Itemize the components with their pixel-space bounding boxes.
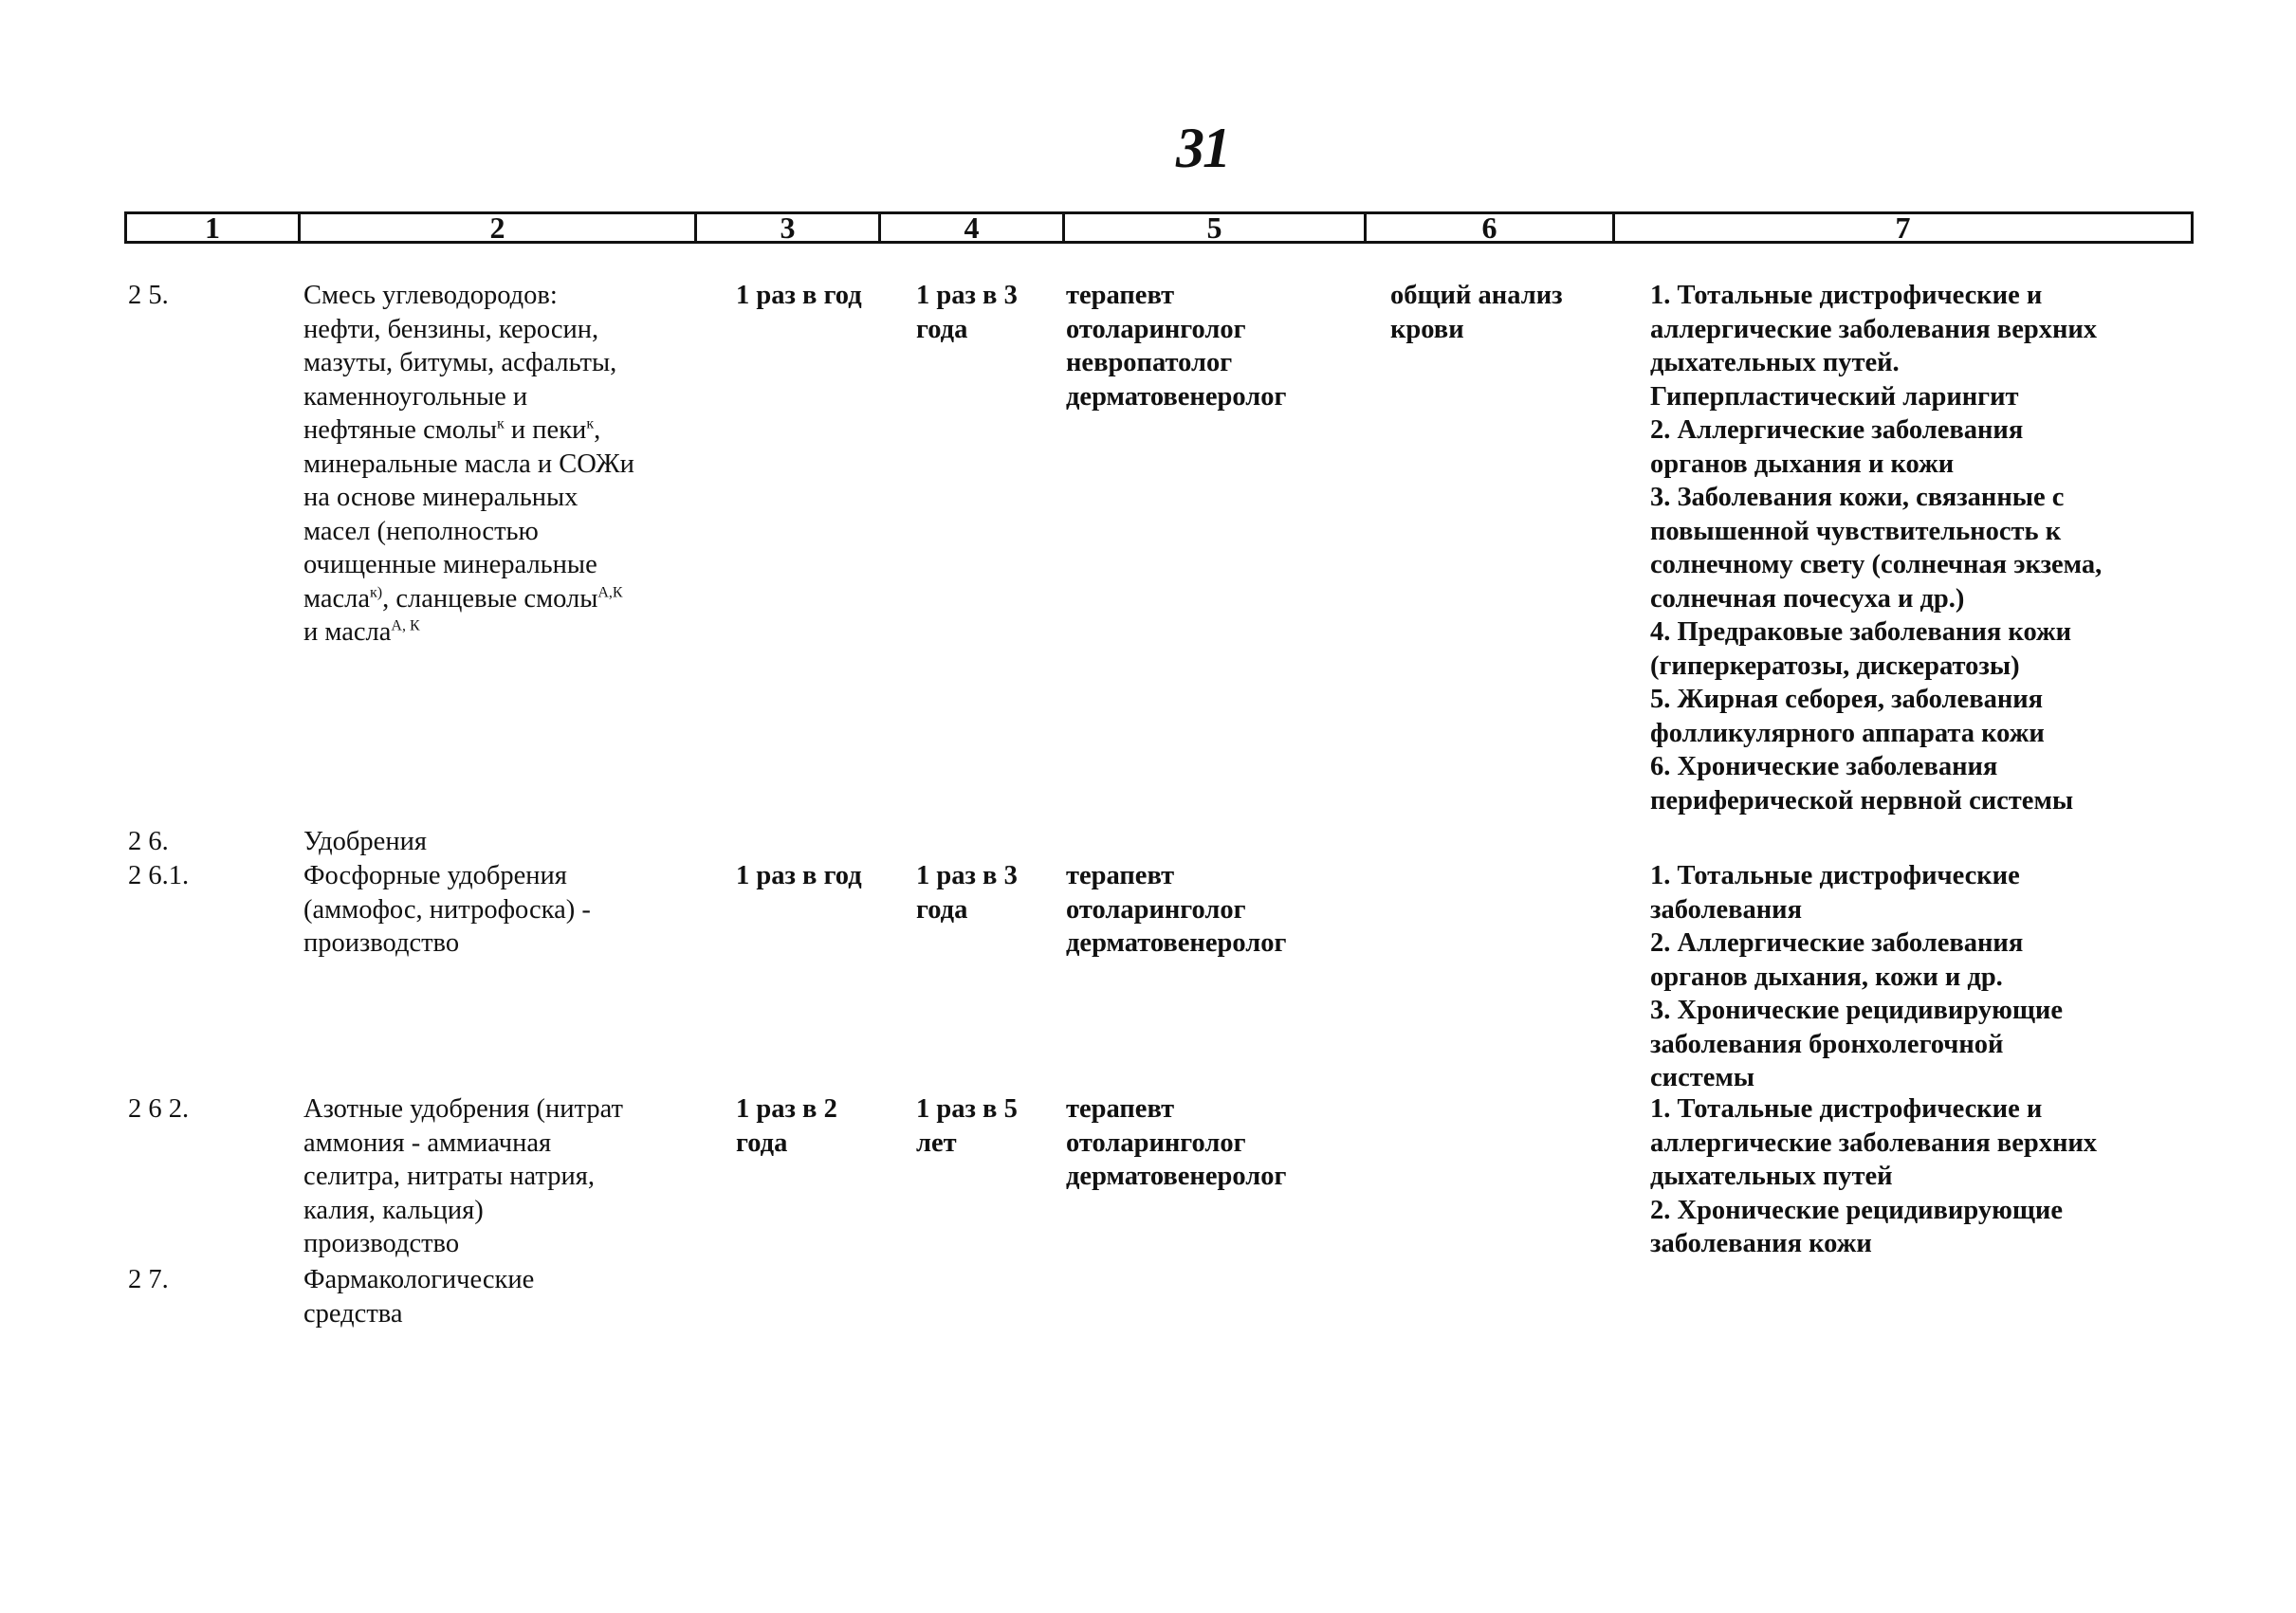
page-number: 31	[1176, 117, 1229, 179]
contraindication-line: (гиперкератозы, дискератозы)	[1650, 651, 2020, 681]
footnote-mark: А, К	[391, 617, 420, 634]
contraindication-line: 6. Хронические заболевания	[1650, 752, 1998, 781]
footnote-mark: А,К	[597, 584, 623, 600]
substance-line: селитра, нитраты натрия,	[303, 1162, 595, 1191]
substance-line: аммония - аммиачная	[303, 1127, 552, 1158]
lab-tests-cell	[1390, 279, 1563, 346]
header-col-7: 7	[1895, 211, 1911, 245]
substance-line: на основе минеральных	[303, 483, 579, 512]
table-header	[124, 211, 2194, 244]
contraindication-line: 4. Предраковые заболевания кожи	[1650, 617, 2072, 647]
header-col-5: 5	[1065, 214, 1367, 241]
row-number: 2 6 2.	[128, 1094, 190, 1124]
contraindication-line: 1. Тотальные дистрофические	[1650, 861, 2020, 890]
specialist: невропатолог	[1066, 348, 1233, 377]
substance-line: калия, кальция)	[303, 1195, 484, 1225]
contraindication-line: солнечная почесуха и др.)	[1650, 583, 1965, 614]
row-number: 2 6.1.	[128, 861, 190, 890]
specialists-cell	[1066, 1092, 1286, 1194]
substance-text: нефтяные смолы	[303, 415, 498, 445]
specialist: отоларинголог	[1066, 894, 1246, 925]
frequency-doctor: 1 раз в год	[736, 281, 862, 310]
substance-text: , сланцевые смолы	[382, 583, 598, 614]
substance-cell	[303, 825, 427, 859]
contraindication-line: Гиперпластический ларингит	[1650, 381, 2019, 412]
contraindication-line: органов дыхания, кожи и др.	[1650, 962, 2003, 992]
substance-line: производство	[303, 928, 460, 958]
substance-line: каменноугольные и	[303, 381, 528, 412]
header-col-4: 4	[881, 214, 1065, 241]
header-col-1: 1	[127, 214, 301, 241]
lab-test: общий анализ	[1390, 281, 1563, 310]
lab-test: крови	[1390, 314, 1464, 344]
specialist: отоларинголог	[1066, 314, 1246, 344]
substance-line: минеральные масла и СОЖи	[303, 449, 634, 479]
contraindication-line: дыхательных путей.	[1650, 348, 1900, 377]
contraindication-line: аллергические заболевания верхних	[1650, 1127, 2098, 1158]
substance-cell	[303, 859, 591, 961]
substance-line: мазуты, битумы, асфальты,	[303, 348, 617, 377]
header-col-3: 3	[697, 214, 881, 241]
contraindication-line: фолликулярного аппарата кожи	[1650, 718, 2045, 748]
contraindication-line: заболевания бронхолегочной	[1650, 1029, 2004, 1059]
frequency-exam: 1 раз в 3 года	[916, 861, 1018, 925]
contraindication-line: заболевания кожи	[1650, 1229, 1872, 1258]
contraindication-line: 1. Тотальные дистрофические и	[1650, 1094, 2043, 1124]
substance-line	[303, 615, 634, 650]
contraindications-cell	[1650, 859, 2063, 1095]
specialist: терапевт	[1066, 861, 1175, 890]
contraindication-line: 3. Заболевания кожи, связанные с	[1650, 483, 2065, 512]
substance-line: Удобрения	[303, 827, 427, 856]
frequency-exam: 1 раз в 5 лет	[916, 1094, 1018, 1158]
contraindications-cell	[1650, 1092, 2097, 1261]
footnote-mark: к)	[370, 584, 383, 600]
specialist: отоларинголог	[1066, 1127, 1246, 1158]
contraindication-line: 2. Аллергические заболевания	[1650, 415, 2024, 445]
substance-line: Азотные удобрения (нитрат	[303, 1094, 623, 1124]
specialists-cell	[1066, 859, 1286, 961]
substance-line: нефтяные смолы$^к$ и пеки$^к$,	[303, 415, 601, 445]
substance-line: очищенные минеральные	[303, 550, 597, 579]
contraindication-line: заболевания	[1650, 894, 1802, 925]
specialist: терапевт	[1066, 1094, 1175, 1124]
substance-line: Фосфорные удобрения	[303, 861, 567, 890]
contraindication-line: 2. Хронические рецидивирующие	[1650, 1195, 2063, 1225]
contraindication-line: повышенной чувствительность к	[1650, 516, 2062, 546]
specialist: дерматовенеролог	[1066, 1162, 1287, 1191]
substance-cell	[303, 1092, 623, 1261]
substance-text: масла	[303, 583, 371, 614]
substance-text: и пеки	[504, 415, 587, 445]
substance-cell	[303, 279, 634, 650]
specialists-cell	[1066, 279, 1286, 413]
frequency-doctor: 1 раз в 2 года	[736, 1094, 837, 1158]
substance-line: Смесь углеводородов:	[303, 281, 558, 310]
substance-line: нефти, бензины, керосин,	[303, 314, 599, 344]
substance-line: масел (неполностью	[303, 516, 539, 546]
frequency-exam: 1 раз в 3 года	[916, 281, 1018, 344]
header-col-6: 6	[1367, 214, 1615, 241]
specialist: дерматовенеролог	[1066, 381, 1287, 412]
row-number: 2 6.	[128, 827, 169, 856]
row-number: 2 7.	[128, 1265, 169, 1294]
contraindication-line: аллергические заболевания верхних	[1650, 314, 2098, 344]
specialist: терапевт	[1066, 281, 1175, 310]
substance-line: Фармакологические	[303, 1265, 535, 1294]
header-col-2: 2	[301, 214, 697, 241]
contraindication-line: органов дыхания и кожи	[1650, 449, 1955, 479]
contraindication-line: 1. Тотальные дистрофические и	[1650, 281, 2043, 310]
substance-line: средства	[303, 1298, 403, 1329]
frequency-doctor: 1 раз в год	[736, 861, 862, 890]
contraindication-line: системы	[1650, 1063, 1755, 1092]
specialist: дерматовенеролог	[1066, 928, 1287, 958]
contraindication-line: солнечному свету (солнечная экзема,	[1650, 550, 2103, 579]
footnote-mark: к	[586, 415, 595, 432]
row-number: 2 5.	[128, 281, 169, 310]
substance-cell	[303, 1263, 534, 1330]
substance-line: (аммофос, нитрофоска) -	[303, 894, 591, 925]
footnote-mark: к	[497, 415, 505, 432]
contraindication-line: 5. Жирная себорея, заболевания	[1650, 685, 2044, 714]
substance-line: производство	[303, 1229, 460, 1258]
contraindication-line: 3. Хронические рецидивирующие	[1650, 996, 2063, 1025]
substance-text: и масла	[303, 617, 392, 647]
contraindication-line: периферической нервной системы	[1650, 785, 2074, 816]
contraindication-line: 2. Аллергические заболевания	[1650, 928, 2024, 958]
substance-line	[303, 582, 634, 616]
contraindications-cell	[1650, 279, 2102, 817]
contraindication-line: дыхательных путей	[1650, 1162, 1893, 1191]
